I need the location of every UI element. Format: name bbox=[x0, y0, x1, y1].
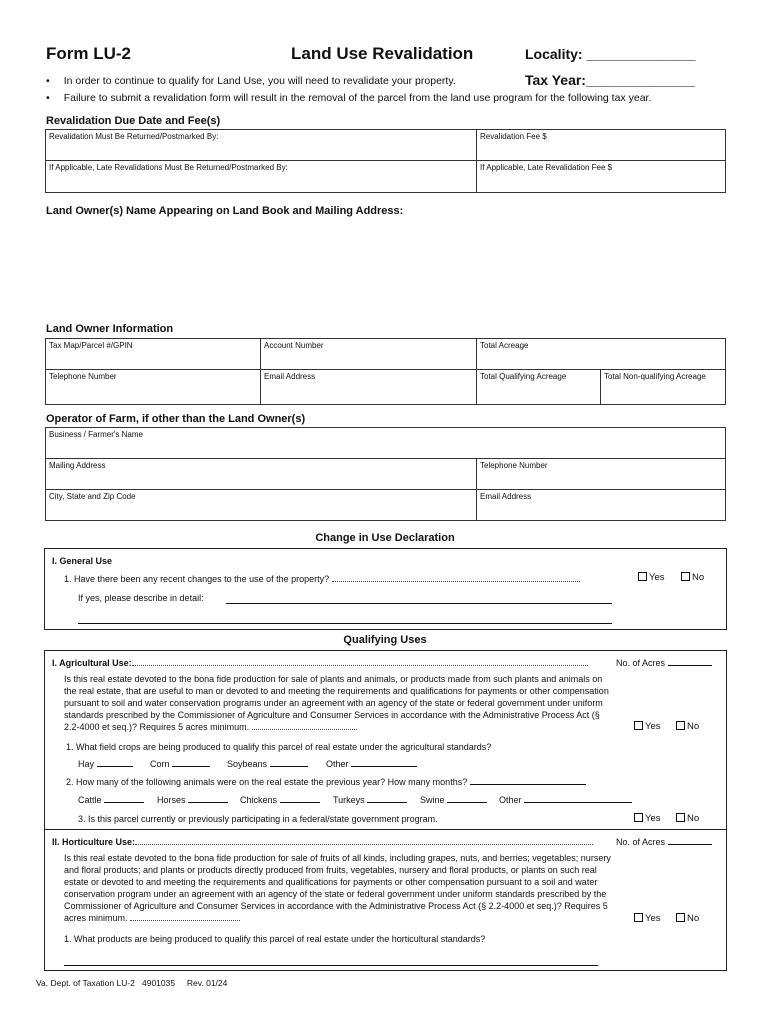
qualifying-acreage-field[interactable]: Total Qualifying Acreage bbox=[476, 369, 601, 405]
agricultural-no[interactable]: No bbox=[676, 721, 699, 732]
horticulture-acres[interactable]: No. of Acres bbox=[616, 836, 712, 848]
general-use-box bbox=[44, 548, 727, 630]
agricultural-q3: 3. Is this parcel currently or previously participating in a federal/state government program. bbox=[78, 814, 438, 824]
animal-horses[interactable]: Horses bbox=[157, 794, 228, 806]
operator-city-field[interactable]: City, State and Zip Code bbox=[45, 489, 477, 521]
bullet-1: • In order to continue to qualify for Land Use, you will need to revalidate your property. bbox=[46, 75, 456, 87]
late-return-by-field[interactable]: If Applicable, Late Revalidations Must Be Returned/Postmarked By: bbox=[45, 160, 477, 193]
horticulture-yes[interactable]: Yes bbox=[634, 913, 661, 924]
checkbox-icon[interactable] bbox=[634, 721, 643, 730]
tax-year-field[interactable]: Tax Year:______________ bbox=[525, 72, 695, 88]
owner-name-heading: Land Owner(s) Name Appearing on Land Book and Mailing Address: bbox=[46, 205, 404, 217]
footer: Va. Dept. of Taxation LU-2 4901035 Rev. 01/24 bbox=[36, 978, 228, 988]
general-use-q1: 1. Have there been any recent changes to the use of the property? bbox=[64, 573, 580, 585]
bullet-2: • Failure to submit a revalidation form will result in the removal of the parcel from the land use program for the following tax year. bbox=[46, 92, 652, 104]
operator-telephone-field[interactable]: Telephone Number bbox=[476, 458, 726, 490]
crop-other[interactable]: Other bbox=[326, 758, 417, 770]
horticulture-answer-line[interactable] bbox=[64, 965, 598, 966]
qualifying-heading: Qualifying Uses bbox=[343, 634, 427, 646]
agricultural-acres[interactable]: No. of Acres bbox=[616, 657, 712, 669]
agricultural-q2: 2. How many of the following animals were on the real estate the previous year? How many months? bbox=[66, 776, 586, 788]
animal-cattle[interactable]: Cattle bbox=[78, 794, 144, 806]
total-acreage-field[interactable]: Total Acreage bbox=[476, 338, 726, 370]
form-id: Form LU-2 bbox=[46, 44, 131, 63]
agricultural-yes[interactable]: Yes bbox=[634, 721, 661, 732]
describe-line-2[interactable] bbox=[78, 623, 612, 624]
general-use-describe: If yes, please describe in detail: bbox=[78, 593, 204, 603]
operator-heading: Operator of Farm, if other than the Land Owner(s) bbox=[46, 413, 306, 425]
checkbox-icon[interactable] bbox=[676, 813, 685, 822]
nonqualifying-acreage-field[interactable]: Total Non-qualifying Acreage bbox=[600, 369, 726, 405]
return-by-field[interactable]: Revalidation Must Be Returned/Postmarked By: bbox=[45, 129, 477, 161]
owner-info-heading: Land Owner Information bbox=[46, 323, 174, 335]
agricultural-paragraph: Is this real estate devoted to the bona fide production for sale of plants and animals, or products made from such plants and animals on the real estate, that are useful to man or devoted to and meeting the requirements and qualifications for payments or other compensation pursuant to soil and water conservation programs under an agreement with an agency of the state or federal government under uniform standards prescribed by the Commissioner of Agriculture and Consumer Services in accordance with the Administrative Process Act (§ 2.2-4000 et seq.)? Requires 5 acres minimum. bbox=[64, 674, 609, 732]
general-use-yes[interactable]: Yes bbox=[638, 572, 665, 583]
animal-swine[interactable]: Swine bbox=[420, 794, 487, 806]
checkbox-icon[interactable] bbox=[676, 721, 685, 730]
page-title: Land Use Revalidation bbox=[291, 44, 474, 63]
revalidation-heading: Revalidation Due Date and Fee(s) bbox=[46, 115, 221, 127]
checkbox-icon[interactable] bbox=[634, 813, 643, 822]
program-no[interactable]: No bbox=[676, 813, 699, 824]
general-use-no[interactable]: No bbox=[681, 572, 704, 583]
horticulture-paragraph: Is this real estate devoted to the bona fide production for sale of fruits of all kinds, including grapes, nuts, and berries; vegetables; nursery and floral products; and plants or products directly produced from fruits, vegetables, nursery and floral products, or plants on such real estate or devoted to and meeting the requirements and qualifications for payments or other compensation pursuant to a soil and water conservation program under an agreement with an agency of the state or federal government under uniform standards prescribed by the Commissioner of Agriculture and Consumer Services in accordance with the Administrative Process Act (§ 2.2-4000 et seq.)? Requires 5 acres minimum. bbox=[64, 853, 611, 923]
checkbox-icon[interactable] bbox=[681, 572, 690, 581]
checkbox-icon[interactable] bbox=[634, 913, 643, 922]
describe-line-1[interactable] bbox=[226, 603, 612, 604]
horticulture-title: II. Horticulture Use: bbox=[52, 836, 593, 848]
change-heading: Change in Use Declaration bbox=[315, 532, 455, 544]
horticulture-no[interactable]: No bbox=[676, 913, 699, 924]
crop-corn[interactable]: Corn bbox=[150, 758, 210, 770]
owner-email-field[interactable]: Email Address bbox=[260, 369, 477, 405]
animal-turkeys[interactable]: Turkeys bbox=[333, 794, 407, 806]
account-number-field[interactable]: Account Number bbox=[260, 338, 477, 370]
locality-field[interactable]: Locality: ______________ bbox=[525, 46, 696, 62]
crop-soybeans[interactable]: Soybeans bbox=[227, 758, 308, 770]
tax-map-field[interactable]: Tax Map/Parcel #/GPIN bbox=[45, 338, 261, 370]
checkbox-icon[interactable] bbox=[676, 913, 685, 922]
agricultural-q1: 1. What field crops are being produced to qualify this parcel of real estate under the agricultural standards? bbox=[66, 742, 492, 752]
owner-name-address-area[interactable] bbox=[45, 222, 725, 322]
agricultural-title: I. Agricultural Use: bbox=[52, 657, 588, 669]
program-yes[interactable]: Yes bbox=[634, 813, 661, 824]
operator-mailing-field[interactable]: Mailing Address bbox=[45, 458, 477, 490]
animal-other[interactable]: Other bbox=[499, 794, 632, 806]
checkbox-icon[interactable] bbox=[638, 572, 647, 581]
late-fee-field[interactable]: If Applicable, Late Revalidation Fee $ bbox=[476, 160, 726, 193]
operator-email-field[interactable]: Email Address bbox=[476, 489, 726, 521]
animal-chickens[interactable]: Chickens bbox=[240, 794, 320, 806]
general-use-title: I. General Use bbox=[52, 556, 113, 566]
owner-telephone-field[interactable]: Telephone Number bbox=[45, 369, 261, 405]
fee-field[interactable]: Revalidation Fee $ bbox=[476, 129, 726, 161]
crop-hay[interactable]: Hay bbox=[78, 758, 133, 770]
business-name-field[interactable]: Business / Farmer's Name bbox=[45, 427, 726, 459]
horticulture-q1: 1. What products are being produced to qualify this parcel of real estate under the horticultural standards? bbox=[64, 934, 486, 944]
